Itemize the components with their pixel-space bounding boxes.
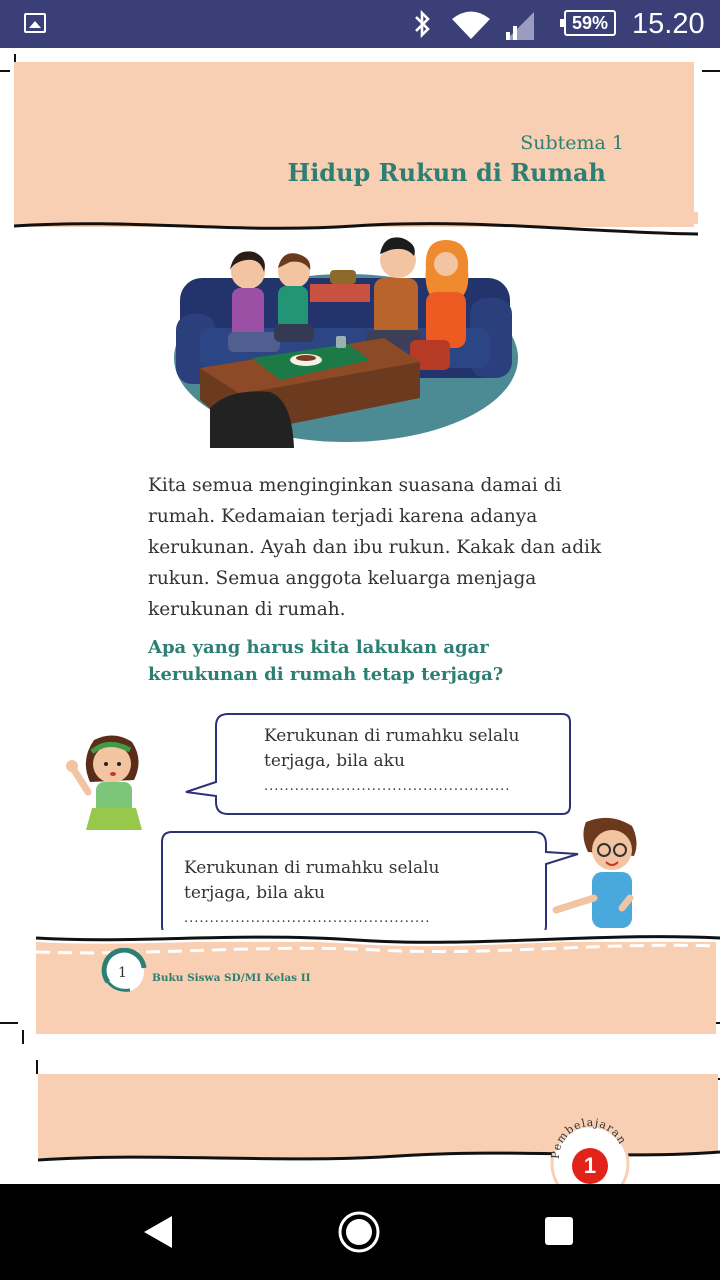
book-label: Buku Siswa SD/MI Kelas II [152,972,311,984]
question-text [148,634,568,688]
bubble-2-text [184,856,439,931]
subtheme-label: Subtema 1 [520,132,624,154]
girl-illustration [64,730,154,834]
crop-mark [0,1022,18,1024]
navigation-bar [0,1184,720,1280]
answer-blank[interactable]: ................................................ [264,779,511,794]
answer-blank[interactable]: ................................................ [184,911,431,926]
image-icon[interactable] [24,13,46,33]
back-button[interactable] [140,1212,176,1252]
recents-button[interactable] [544,1216,574,1246]
bubble-line: Kerukunan di rumahku selalu [184,858,440,878]
question-line: kerukunan di rumah tetap terjaga? [148,664,504,685]
body-line: rumah. Kedamaian terjadi karena adanya [148,506,538,527]
body-line: Kita semua menginginkan suasana damai di [148,475,562,496]
bluetooth-icon [412,9,434,39]
body-line: kerukunan. Ayah dan ibu rukun. Kakak dan adik [148,537,602,558]
bubble-line: terjaga, bila aku [184,883,325,903]
clock: 15.20 [632,8,705,40]
bubble-line: terjaga, bila aku [264,751,405,771]
crop-mark [702,70,720,72]
question-line: Apa yang harus kita lakukan agar [148,637,489,658]
boy-illustration [550,812,644,932]
crop-mark [0,70,10,72]
status-bar [0,0,720,48]
page-number: 1 [118,965,127,981]
body-line: kerukunan di rumah. [148,599,346,620]
family-illustration [170,228,530,448]
home-button[interactable] [337,1210,381,1254]
lesson-badge-label: Pembelajaran [548,1116,630,1160]
body-line: rukun. Semua anggota keluarga menjaga [148,568,537,589]
bubble-1-text [264,724,519,799]
page-title: Hidup Rukun di Rumah [287,158,606,187]
crop-mark [36,1060,38,1074]
battery-icon: 59% [564,10,616,36]
lesson-badge-number: 1 [583,1153,597,1178]
signal-icon [504,10,536,40]
body-paragraph [148,470,618,625]
bubble-line: Kerukunan di rumahku selalu [264,726,520,746]
crop-mark [22,1030,24,1044]
wifi-icon [450,10,492,40]
